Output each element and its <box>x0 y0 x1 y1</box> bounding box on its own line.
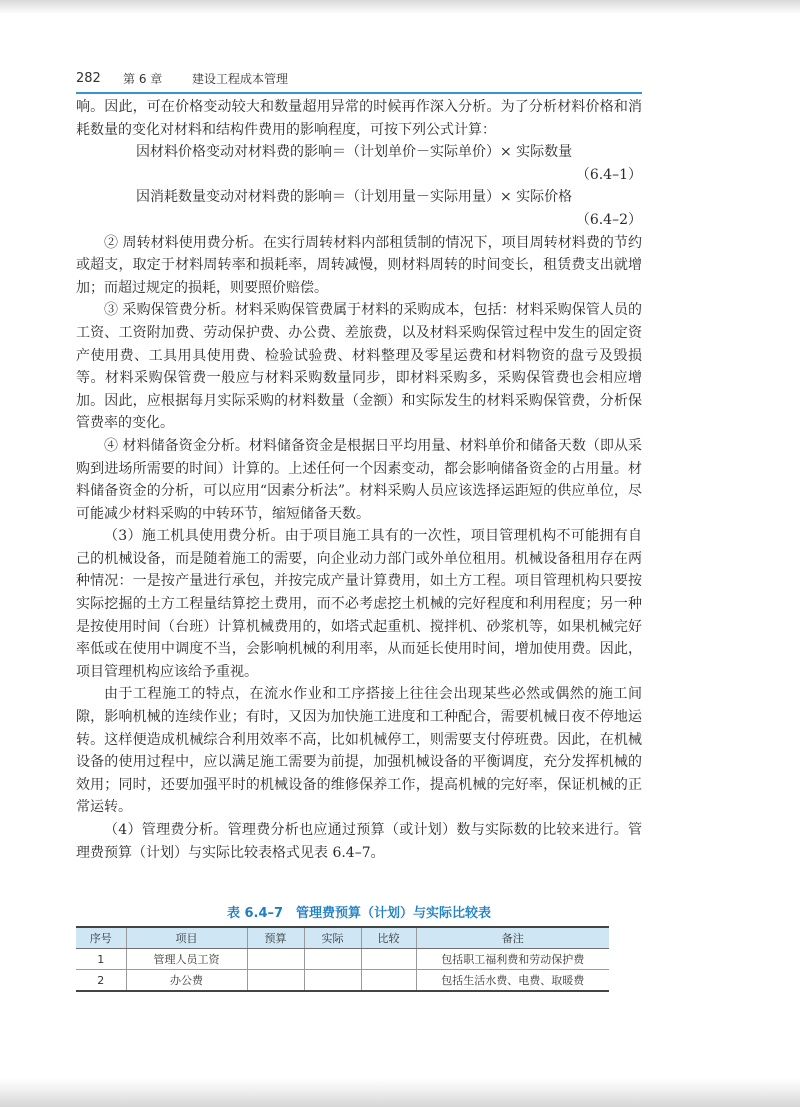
table-cell: 1 <box>76 949 126 970</box>
chapter-title: 建设工程成本管理 <box>192 72 289 86</box>
table-cell <box>247 970 304 992</box>
col-header: 预算 <box>247 927 304 949</box>
equation-number-1: （6.4–1） <box>575 166 642 183</box>
table-cell: 包括生活水费、电费、取暖费 <box>416 970 609 992</box>
paragraph-procurement-storage: ③ 采购保管费分析。材料采购保管费属于材料的采购成本，包括：材料采购保管人员的工资、工资附加费、劳动保护费、办公费、差旅费，以及材料采购保管过程中发生的固定资产使用费、工具用具使用费、检验试验费、材料整理及零星运费和材料物资的盘亏及毁损等。材料采购保管费一般应与材料采购数量同步，即材料采购多，采购保管费也会相应增加。因此，应根据每月实际采购的材料数量（金额）和实际发生的材料采购保管费，分析保管费率的变化。 <box>76 302 642 432</box>
table-cell <box>361 949 416 970</box>
table-cell <box>361 970 416 992</box>
table-cell <box>247 949 304 970</box>
table-row <box>76 970 609 992</box>
table-cell: 办公费 <box>126 970 247 992</box>
formula-6-4-1: 因材料价格变动对材料费的影响＝（计划单价－实际单价）× 实际数量 <box>136 144 573 161</box>
equation-number-2: （6.4–2） <box>575 211 642 228</box>
paragraph-turnover-materials: ② 周转材料使用费分析。在实行周转材料内部租赁制的情况下，项目周转材料费的节约或超支，取定于材料周转率和损耗率，周转减慢，则材料周转的时间变长，租赁费支出就增加；而超过规定的损耗，则要照价赔偿。 <box>76 234 642 296</box>
paragraph-reserve-funds: ④ 材料储备资金分析。材料储备资金是根据日平均用量、材料单价和储备天数（即从采购到进场所需要的时间）计算的。上述任何一个因素变动，都会影响储备资金的占用量。材料储备资金的分析，可以应用“因素分析法”。材料采购人员应该选择运距短的供应单位，尽可能减少材料采购的中转环节，缩短储备天数。 <box>76 437 642 522</box>
col-header: 序号 <box>76 927 126 949</box>
col-header: 比较 <box>361 927 416 949</box>
table-cell: 管理人员工资 <box>126 949 247 970</box>
chapter-number: 第 6 章 <box>123 72 163 86</box>
page-number: 282 <box>76 71 101 86</box>
col-header: 备注 <box>416 927 609 949</box>
paragraph-management-fee: （4）管理费分析。管理费分析也应通过预算（或计划）数与实际数的比较来进行。管理费预算（计划）与实际比较表格式见表 6.4–7。 <box>76 822 642 861</box>
paragraph-machinery-usage: 由于工程施工的特点，在流水作业和工序搭接上往往会出现某些必然或偶然的施工间隙，影响机械的连续作业；有时，又因为加快施工进度和工种配合，需要机械日夜不停地运转。这样便造成机械综合利用效率不高，比如机械停工，则需要支付停班费。因此，在机械设备的使用过程中，应以满足施工需要为前提，加强机械设备的平衡调度，充分发挥机械的效用；同时，还要加强平时的机械设备的维修保养工作，提高机械的完好率，保证机械的正常运转。 <box>76 686 642 816</box>
table-cell <box>304 970 361 992</box>
paragraph-machinery-cost: （3）施工机具使用费分析。由于项目施工具有的一次性，项目管理机构不可能拥有自己的机械设备，而是随着施工的需要，向企业动力部门或外单位租用。机械设备租用存在两种情况：一是按产量进行承包，并按完成产量计算费用，如土方工程。项目管理机构只要按实际挖掘的土方工程量结算挖土费用，而不必考虑挖土机械的完好程度和利用程度；另一种是按使用时间（台班）计算机械费用的，如塔式起重机、搅拌机、砂浆机等，如果机械完好率低或在使用中调度不当，会影响机械的利用率，从而延长使用时间，增加使用费。因此，项目管理机构应该给予重视。 <box>76 528 642 680</box>
table-cell: 包括职工福利费和劳动保护费 <box>416 949 609 970</box>
table-cell: 2 <box>76 970 126 992</box>
paragraph-1: 响。因此，可在价格变动较大和数量超用异常的时候再作深入分析。为了分析材料价格和消耗数量的变化对材料和结构件费用的影响程度，可按下列公式计算： <box>76 99 642 138</box>
table-header-row <box>76 927 609 949</box>
body-text <box>76 96 642 864</box>
scan-edge-bottom <box>0 1078 800 1107</box>
col-header: 实际 <box>304 927 361 949</box>
table-title: 表 6.4–7 管理费预算（计划）与实际比较表 <box>226 906 492 921</box>
header-rule <box>76 92 642 94</box>
formula-6-4-2: 因消耗数量变动对材料费的影响＝（计划用量－实际用量）× 实际价格 <box>136 189 573 206</box>
scan-edge-top <box>0 0 800 14</box>
col-header: 项目 <box>126 927 247 949</box>
table-cell <box>304 949 361 970</box>
management-fee-table <box>76 926 609 992</box>
page-header <box>76 68 642 90</box>
table-row <box>76 949 609 970</box>
